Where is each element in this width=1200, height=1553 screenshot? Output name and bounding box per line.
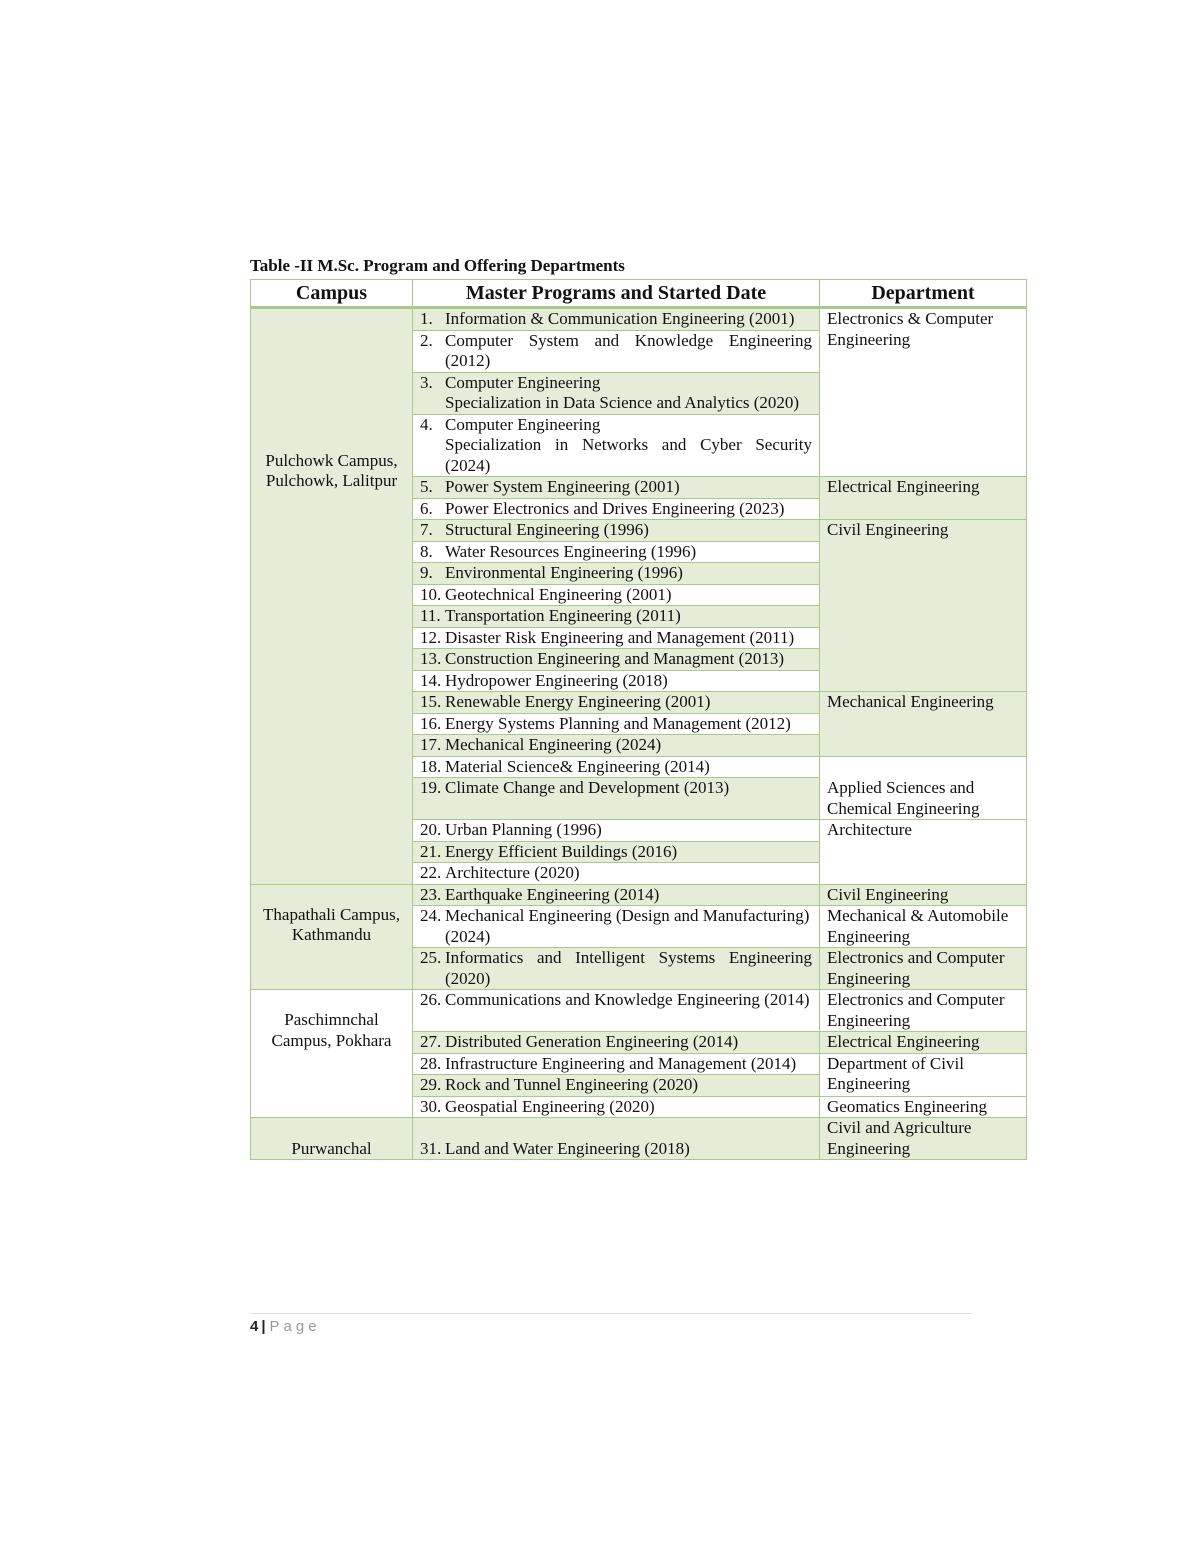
program-cell bbox=[413, 692, 820, 714]
program-name: Computer Engineering bbox=[445, 372, 601, 392]
program-cell bbox=[413, 670, 820, 692]
program-name: Renewable Energy Engineering (2001) bbox=[445, 692, 711, 711]
program-name: Geospatial Engineering (2020) bbox=[445, 1096, 655, 1116]
program-number: 13. bbox=[420, 649, 442, 668]
department-name: Mechanical Engineering bbox=[827, 692, 994, 711]
program-cell bbox=[413, 756, 820, 778]
program-number: 14. bbox=[420, 670, 442, 690]
program-number: 11. bbox=[420, 606, 441, 625]
program-cell bbox=[413, 863, 820, 885]
header-department: Department bbox=[820, 280, 1027, 308]
program-cell bbox=[413, 1075, 820, 1097]
program-cell bbox=[413, 477, 820, 499]
table-row bbox=[251, 990, 1027, 1032]
department-name: Electrical Engineering bbox=[827, 1032, 980, 1051]
program-name: Rock and Tunnel Engineering (2020) bbox=[445, 1075, 699, 1094]
program-name: Land and Water Engineering (2018) bbox=[445, 1138, 690, 1158]
program-cell bbox=[413, 1096, 820, 1118]
department-name: Electrical Engineering bbox=[827, 477, 980, 496]
program-name: Architecture (2020) bbox=[445, 863, 580, 882]
page-footer bbox=[250, 1318, 321, 1335]
department-cell bbox=[820, 1053, 1027, 1096]
program-number: 17. bbox=[420, 735, 442, 754]
campus-cell-paschimanchal bbox=[251, 990, 413, 1118]
department-cell bbox=[820, 1032, 1027, 1054]
program-number: 7. bbox=[420, 520, 433, 539]
program-name: Energy Efficient Buildings (2016) bbox=[445, 841, 678, 861]
department-name: Mechanical & Automobile Engineering bbox=[827, 906, 1009, 946]
department-name: Department of Civil Engineering bbox=[827, 1053, 964, 1093]
campus-name: Pulchowk Campus, Pulchowk, Lalitpur bbox=[265, 450, 398, 490]
department-name: Electronics and Computer Engineering bbox=[827, 948, 1005, 988]
campus-name: Thapathali Campus, Kathmandu bbox=[263, 904, 400, 944]
campus-cell-purwanchal bbox=[251, 1118, 413, 1160]
campus-name: Purwanchal bbox=[291, 1138, 372, 1158]
program-name: Earthquake Engineering (2014) bbox=[445, 884, 660, 904]
program-cell bbox=[413, 990, 820, 1032]
program-cell bbox=[413, 584, 820, 606]
program-cell bbox=[413, 308, 820, 331]
footer-divider bbox=[250, 1313, 972, 1314]
program-number: 29. bbox=[420, 1075, 442, 1094]
program-cell bbox=[413, 627, 820, 649]
program-number: 20. bbox=[420, 820, 442, 839]
campus-cell-pulchowk bbox=[251, 308, 413, 885]
program-specialization: Specialization in Data Science and Analytics (2020) bbox=[445, 393, 800, 412]
program-name: Distributed Generation Engineering (2014) bbox=[445, 1032, 739, 1051]
program-cell bbox=[413, 1032, 820, 1054]
program-cell bbox=[413, 563, 820, 585]
program-number: 28. bbox=[420, 1053, 442, 1073]
department-cell bbox=[820, 692, 1027, 757]
department-name: Civil Engineering bbox=[827, 520, 949, 539]
department-name: Geomatics Engineering bbox=[827, 1096, 988, 1116]
program-number: 15. bbox=[420, 692, 442, 711]
department-name: Electronics and Computer Engineering bbox=[827, 990, 1005, 1030]
program-number: 19. bbox=[420, 778, 442, 797]
department-cell bbox=[820, 948, 1027, 990]
department-cell bbox=[820, 477, 1027, 520]
program-number: 26. bbox=[420, 990, 442, 1009]
program-cell bbox=[413, 884, 820, 906]
department-cell bbox=[820, 884, 1027, 906]
program-number: 5. bbox=[420, 477, 433, 496]
program-name: Material Science& Engineering (2014) bbox=[445, 756, 710, 776]
program-number: 4. bbox=[420, 414, 433, 434]
footer-separator: | bbox=[261, 1318, 266, 1335]
program-number: 25. bbox=[420, 948, 442, 967]
program-cell bbox=[413, 520, 820, 542]
program-number: 8. bbox=[420, 541, 433, 561]
program-name: Infrastructure Engineering and Management (2014) bbox=[445, 1053, 797, 1073]
program-cell bbox=[413, 1118, 820, 1160]
table-caption: Table -II M.Sc. Program and Offering Departments bbox=[250, 256, 625, 275]
department-name: Applied Sciences and Chemical Engineering bbox=[827, 778, 980, 818]
program-number: 1. bbox=[420, 309, 433, 328]
msc-program-table bbox=[250, 279, 1027, 1160]
program-cell bbox=[413, 906, 820, 948]
program-name: Structural Engineering (1996) bbox=[445, 520, 649, 539]
department-cell bbox=[820, 308, 1027, 477]
program-number: 9. bbox=[420, 563, 433, 582]
program-cell bbox=[413, 649, 820, 671]
program-cell bbox=[413, 414, 820, 477]
campus-name: Paschimnchal Campus, Pokhara bbox=[271, 1010, 392, 1050]
program-name: Transportation Engineering (2011) bbox=[445, 606, 681, 625]
program-name: Urban Planning (1996) bbox=[445, 820, 602, 839]
department-cell bbox=[820, 990, 1027, 1032]
program-name: Water Resources Engineering (1996) bbox=[445, 541, 697, 561]
program-number: 10. bbox=[420, 584, 442, 604]
program-number: 24. bbox=[420, 906, 442, 925]
program-name: Computer Engineering bbox=[445, 414, 601, 434]
program-cell bbox=[413, 541, 820, 563]
program-name: Informatics and Intelligent Systems Engineering (2020) bbox=[445, 948, 812, 988]
department-cell bbox=[820, 906, 1027, 948]
department-cell bbox=[820, 820, 1027, 885]
program-number: 23. bbox=[420, 884, 442, 904]
department-name: Electronics & Computer Engineering bbox=[827, 309, 994, 349]
program-number: 12. bbox=[420, 627, 442, 647]
table-row bbox=[251, 1118, 1027, 1160]
program-cell bbox=[413, 948, 820, 990]
page-number: 4 bbox=[250, 1318, 259, 1335]
program-cell bbox=[413, 778, 820, 820]
program-number: 30. bbox=[420, 1096, 442, 1116]
program-cell bbox=[413, 330, 820, 372]
program-cell bbox=[413, 606, 820, 628]
program-name: Computer System and Knowledge Engineering (2012) bbox=[445, 330, 812, 370]
program-name: Mechanical Engineering (Design and Manufacturing) (2024) bbox=[445, 906, 810, 946]
program-name: Power Electronics and Drives Engineering (2023) bbox=[445, 498, 785, 518]
table-header-row bbox=[251, 280, 1027, 308]
program-number: 18. bbox=[420, 756, 442, 776]
program-cell bbox=[413, 735, 820, 757]
program-number: 31. bbox=[420, 1138, 442, 1158]
program-name: Energy Systems Planning and Management (2012) bbox=[445, 713, 791, 733]
department-name: Architecture bbox=[827, 820, 912, 839]
campus-cell-thapathali bbox=[251, 884, 413, 990]
department-name: Civil Engineering bbox=[827, 884, 949, 904]
program-name: Environmental Engineering (1996) bbox=[445, 563, 683, 582]
department-cell bbox=[820, 756, 1027, 820]
program-cell bbox=[413, 372, 820, 414]
program-cell bbox=[413, 841, 820, 863]
header-campus: Campus bbox=[251, 280, 413, 308]
program-cell bbox=[413, 498, 820, 520]
table-row bbox=[251, 884, 1027, 906]
program-cell bbox=[413, 820, 820, 842]
program-name: Climate Change and Development (2013) bbox=[445, 778, 730, 797]
department-cell bbox=[820, 520, 1027, 692]
program-name: Communications and Knowledge Engineering (2014) bbox=[445, 990, 810, 1009]
program-number: 27. bbox=[420, 1032, 442, 1051]
department-name: Civil and Agriculture Engineering bbox=[827, 1118, 972, 1158]
page-label: Page bbox=[269, 1318, 321, 1335]
program-number: 6. bbox=[420, 498, 433, 518]
program-name: Disaster Risk Engineering and Management (2011) bbox=[445, 627, 795, 647]
department-cell bbox=[820, 1096, 1027, 1118]
header-programs: Master Programs and Started Date bbox=[413, 280, 820, 308]
program-cell bbox=[413, 1053, 820, 1075]
program-name: Construction Engineering and Managment (2013) bbox=[445, 649, 784, 668]
department-cell bbox=[820, 1118, 1027, 1160]
program-cell bbox=[413, 713, 820, 735]
program-number: 3. bbox=[420, 372, 433, 392]
program-specialization: Specialization in Networks and Cyber Security (2024) bbox=[445, 435, 812, 475]
program-name: Information & Communication Engineering (2001) bbox=[445, 309, 795, 328]
program-number: 2. bbox=[420, 330, 433, 350]
program-number: 21. bbox=[420, 841, 442, 861]
program-name: Hydropower Engineering (2018) bbox=[445, 670, 668, 690]
program-name: Mechanical Engineering (2024) bbox=[445, 735, 662, 754]
table-row bbox=[251, 308, 1027, 331]
program-name: Geotechnical Engineering (2001) bbox=[445, 584, 672, 604]
program-number: 22. bbox=[420, 863, 442, 882]
program-name: Power System Engineering (2001) bbox=[445, 477, 680, 496]
program-number: 16. bbox=[420, 713, 442, 733]
